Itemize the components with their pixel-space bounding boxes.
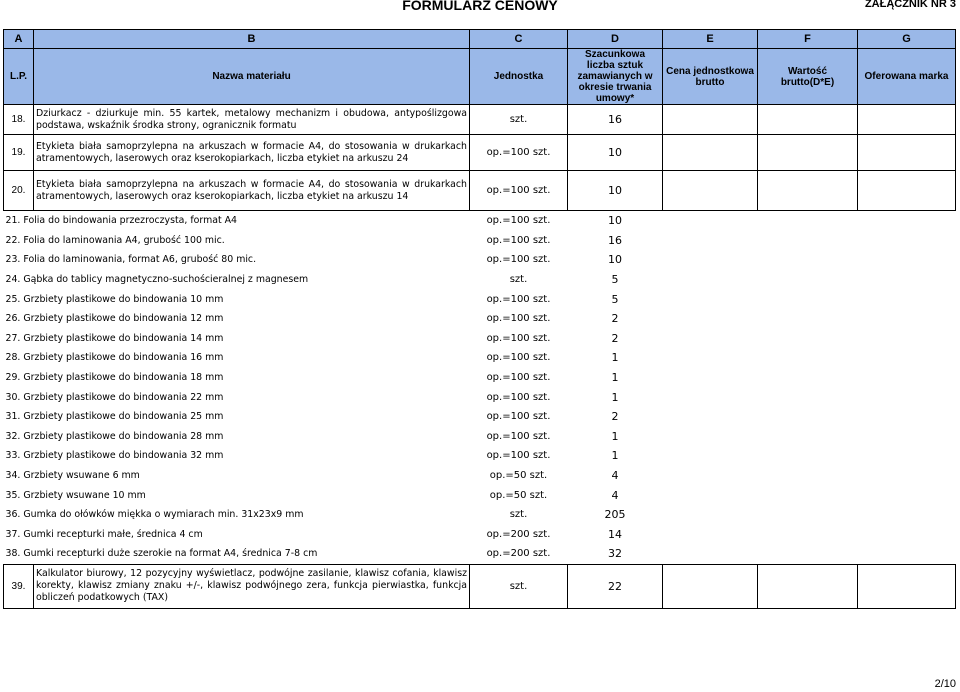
table-row [4,250,956,270]
brand-cell[interactable] [858,329,956,349]
row-name [4,368,470,388]
row-name-text: Grzbiety wsuwane 6 mm [23,470,140,482]
row-lp: 36. [5,509,21,521]
total-value-cell[interactable] [758,270,858,290]
row-unit: op.=100 szt. [470,135,568,171]
annex-label: ZAŁĄCZNIK NR 3 [864,0,956,10]
row-quantity: 2 [611,331,619,345]
row-quantity: 10 [568,135,663,171]
row-name [4,505,470,525]
table-row [4,105,956,135]
page-title: FORMULARZ CENOWY [402,0,558,13]
brand-cell[interactable] [858,289,956,309]
row-lp: 26. [5,313,21,325]
row-unit: op.=100 szt. [486,234,551,246]
row-lp: 34. [5,470,21,482]
row-name [4,270,470,290]
column-letter: G [858,30,956,49]
row-lp: 19. [4,135,34,171]
column-letter: B [34,30,470,49]
table-row [4,135,956,171]
row-lp: 18. [4,105,34,135]
row-name-text: Gąbka do tablicy magnetyczno-suchościeralnej z magnesem [23,274,309,286]
column-letter: C [470,30,568,49]
total-value-cell[interactable] [758,564,858,608]
row-lp: 35. [5,489,21,501]
brand-cell[interactable] [858,387,956,407]
unit-price-cell[interactable] [663,485,758,505]
total-value-cell[interactable] [758,466,858,486]
total-value-cell[interactable] [758,348,858,368]
row-name-text: Grzbiety plastikowe do bindowania 10 mm [23,293,224,305]
row-name: Kalkulator biurowy, 12 pozycyjny wyświetlacz, podwójne zasilanie, klawisz cofania, klawisz korekty, klawisz zmiany znaku +/-, klawisz podwójnego zera, funkcja pierwiastka, funkcja obliczeń podatkowych (TAX) [34,564,470,608]
row-quantity: 5 [611,273,619,287]
row-name-text: Folia do laminowania, format A6, grubość 80 mic. [23,254,257,266]
column-letter: F [758,30,858,49]
row-unit: op.=50 szt. [489,489,548,501]
table-row [4,446,956,466]
header-brand: Oferowana marka [858,49,956,105]
table-row [4,485,956,505]
unit-price-cell[interactable] [663,505,758,525]
column-letter-row [4,30,956,49]
row-quantity: 205 [604,508,626,522]
row-name-text: Grzbiety plastikowe do bindowania 25 mm [23,411,224,423]
row-quantity: 2 [611,312,619,326]
row-unit: szt. [509,509,528,521]
row-name-text: Folia do laminowania A4, grubość 100 mic. [23,234,225,246]
row-quantity: 1 [611,429,619,443]
brand-cell[interactable] [858,211,956,231]
unit-price-cell[interactable] [663,564,758,608]
table-row [4,564,956,608]
total-value-cell[interactable] [758,135,858,171]
unit-price-cell[interactable] [663,407,758,427]
total-value-cell[interactable] [758,289,858,309]
row-unit: op.=100 szt. [486,391,551,403]
row-name-text: Grzbiety plastikowe do bindowania 16 mm [23,352,224,364]
total-value-cell[interactable] [758,446,858,466]
total-value-cell[interactable] [758,105,858,135]
brand-cell[interactable] [858,171,956,211]
row-unit: op.=100 szt. [486,254,551,266]
unit-price-cell[interactable] [663,387,758,407]
row-name [4,289,470,309]
row-lp: 20. [4,171,34,211]
price-form-table [3,29,956,609]
table-row [4,407,956,427]
row-unit: op.=100 szt. [486,215,551,227]
brand-cell[interactable] [858,485,956,505]
unit-price-cell[interactable] [663,348,758,368]
brand-cell[interactable] [858,446,956,466]
row-unit: op.=100 szt. [486,430,551,442]
header-total: Wartość brutto(D*E) [758,49,858,105]
brand-cell[interactable] [858,105,956,135]
row-unit: op.=100 szt. [486,372,551,384]
table-row [4,505,956,525]
row-lp: 37. [5,528,21,540]
row-name [4,387,470,407]
row-quantity: 10 [608,253,622,267]
column-header-row [4,49,956,105]
brand-cell[interactable] [858,427,956,447]
unit-price-cell[interactable] [663,525,758,545]
row-unit: op.=100 szt. [486,332,551,344]
row-lp: 22. [5,234,21,246]
total-value-cell[interactable] [758,407,858,427]
column-letter: D [568,30,663,49]
total-value-cell[interactable] [758,211,858,231]
table-row [4,368,956,388]
row-name-text: Grzbiety wsuwane 10 mm [23,489,146,501]
total-value-cell[interactable] [758,505,858,525]
total-value-cell[interactable] [758,250,858,270]
row-name-text: Grzbiety plastikowe do bindowania 32 mm [23,450,224,462]
row-lp: 32. [5,430,21,442]
header-quantity: Szacunkowa liczba sztuk zamawianych w okresie trwania umowy* [568,49,663,105]
row-name [4,407,470,427]
row-unit: szt. [509,274,528,286]
brand-cell[interactable] [858,466,956,486]
row-quantity: 4 [611,469,619,483]
table-row [4,466,956,486]
row-unit: op.=100 szt. [486,450,551,462]
table-row [4,171,956,211]
row-quantity: 10 [568,171,663,211]
page-number: 2/10 [934,678,956,690]
row-name [4,466,470,486]
row-name [4,427,470,447]
row-name [4,231,470,251]
row-quantity: 16 [608,233,622,247]
total-value-cell[interactable] [758,329,858,349]
row-name [4,525,470,545]
row-unit: op.=100 szt. [486,313,551,325]
brand-cell[interactable] [858,309,956,329]
row-quantity: 1 [611,351,619,365]
row-lp: 27. [5,332,21,344]
total-value-cell[interactable] [758,368,858,388]
row-name [4,329,470,349]
row-quantity: 1 [611,390,619,404]
row-name-text: Gumki recepturki duże szerokie na format A4, średnica 7-8 cm [23,548,318,560]
row-unit: op.=100 szt. [486,352,551,364]
row-unit: op.=100 szt. [486,293,551,305]
table-row [4,211,956,231]
row-lp: 29. [5,372,21,384]
header-lp: L.P. [4,49,34,105]
brand-cell[interactable] [858,270,956,290]
brand-cell[interactable] [858,368,956,388]
row-name-text: Grzbiety plastikowe do bindowania 22 mm [23,391,224,403]
unit-price-cell[interactable] [663,446,758,466]
brand-cell[interactable] [858,564,956,608]
row-name-text: Folia do bindowania przezroczysta, format A4 [23,215,237,227]
unit-price-cell[interactable] [663,105,758,135]
total-value-cell[interactable] [758,171,858,211]
brand-cell[interactable] [858,525,956,545]
row-name-text: Gumki recepturki małe, średnica 4 cm [23,528,203,540]
brand-cell[interactable] [858,505,956,525]
row-name: Dziurkacz - dziurkuje min. 55 kartek, metalowy mechanizm i obudowa, antypoślizgowa podstawa, wskaźnik środka strony, ogranicznik formatu [34,105,470,135]
row-name [4,211,470,231]
total-value-cell[interactable] [758,231,858,251]
unit-price-cell[interactable] [663,466,758,486]
unit-price-cell[interactable] [663,544,758,564]
total-value-cell[interactable] [758,427,858,447]
row-lp: 38. [5,548,21,560]
row-unit: op.=50 szt. [489,470,548,482]
row-quantity: 22 [568,564,663,608]
row-name [4,446,470,466]
table-row [4,270,956,290]
header-name: Nazwa materiału [34,49,470,105]
row-lp: 39. [4,564,34,608]
row-name-text: Grzbiety plastikowe do bindowania 14 mm [23,332,224,344]
row-lp: 33. [5,450,21,462]
row-name: Etykieta biała samoprzylepna na arkuszach w formacie A4, do stosowania w drukarkach atramentowych, laserowych oraz kserokopiarkach, liczba etykiet na arkuszu 24 [34,135,470,171]
unit-price-cell[interactable] [663,329,758,349]
row-name [4,309,470,329]
row-name [4,348,470,368]
row-unit: op.=200 szt. [486,528,551,540]
table-row [4,387,956,407]
brand-cell[interactable] [858,348,956,368]
row-unit: szt. [470,564,568,608]
row-lp: 30. [5,391,21,403]
row-lp: 23. [5,254,21,266]
row-name-text: Grzbiety plastikowe do bindowania 28 mm [23,430,224,442]
total-value-cell[interactable] [758,544,858,564]
total-value-cell[interactable] [758,387,858,407]
row-lp: 31. [5,411,21,423]
row-name [4,485,470,505]
unit-price-cell[interactable] [663,231,758,251]
table-row [4,289,956,309]
row-quantity: 16 [568,105,663,135]
row-lp: 24. [5,274,21,286]
table-row [4,525,956,545]
row-quantity: 14 [608,527,622,541]
brand-cell[interactable] [858,231,956,251]
unit-price-cell[interactable] [663,135,758,171]
row-unit: szt. [470,105,568,135]
row-quantity: 1 [611,371,619,385]
table-row [4,231,956,251]
unit-price-cell[interactable] [663,270,758,290]
row-quantity: 1 [611,449,619,463]
header-unit-price: Cena jednostkowa brutto [663,49,758,105]
unit-price-cell[interactable] [663,309,758,329]
unit-price-cell[interactable] [663,250,758,270]
total-value-cell[interactable] [758,525,858,545]
unit-price-cell[interactable] [663,368,758,388]
row-lp: 21. [5,215,21,227]
total-value-cell[interactable] [758,309,858,329]
table-row [4,348,956,368]
row-quantity: 32 [608,547,622,561]
row-unit: op.=100 szt. [470,171,568,211]
row-name-text: Grzbiety plastikowe do bindowania 12 mm [23,313,224,325]
row-quantity: 2 [611,410,619,424]
unit-price-cell[interactable] [663,171,758,211]
table-row [4,329,956,349]
row-unit: op.=200 szt. [486,548,551,560]
row-name [4,544,470,564]
row-name: Etykieta biała samoprzylepna na arkuszach w formacie A4, do stosowania w drukarkach atramentowych, laserowych oraz kserokopiarkach, liczba etykiet na arkuszu 14 [34,171,470,211]
brand-cell[interactable] [858,407,956,427]
table-row [4,309,956,329]
row-lp: 28. [5,352,21,364]
unit-price-cell[interactable] [663,427,758,447]
row-name [4,250,470,270]
brand-cell[interactable] [858,544,956,564]
row-unit: op.=100 szt. [486,411,551,423]
row-quantity: 10 [608,214,622,228]
brand-cell[interactable] [858,135,956,171]
row-quantity: 4 [611,488,619,502]
unit-price-cell[interactable] [663,289,758,309]
header-unit: Jednostka [470,49,568,105]
column-letter: A [4,30,34,49]
unit-price-cell[interactable] [663,211,758,231]
total-value-cell[interactable] [758,485,858,505]
table-row [4,427,956,447]
brand-cell[interactable] [858,250,956,270]
row-name-text: Grzbiety plastikowe do bindowania 18 mm [23,372,224,384]
column-letter: E [663,30,758,49]
row-quantity: 5 [611,292,619,306]
row-name-text: Gumka do ołówków miękka o wymiarach min. 31x23x9 mm [23,509,304,521]
row-lp: 25. [5,293,21,305]
table-row [4,544,956,564]
